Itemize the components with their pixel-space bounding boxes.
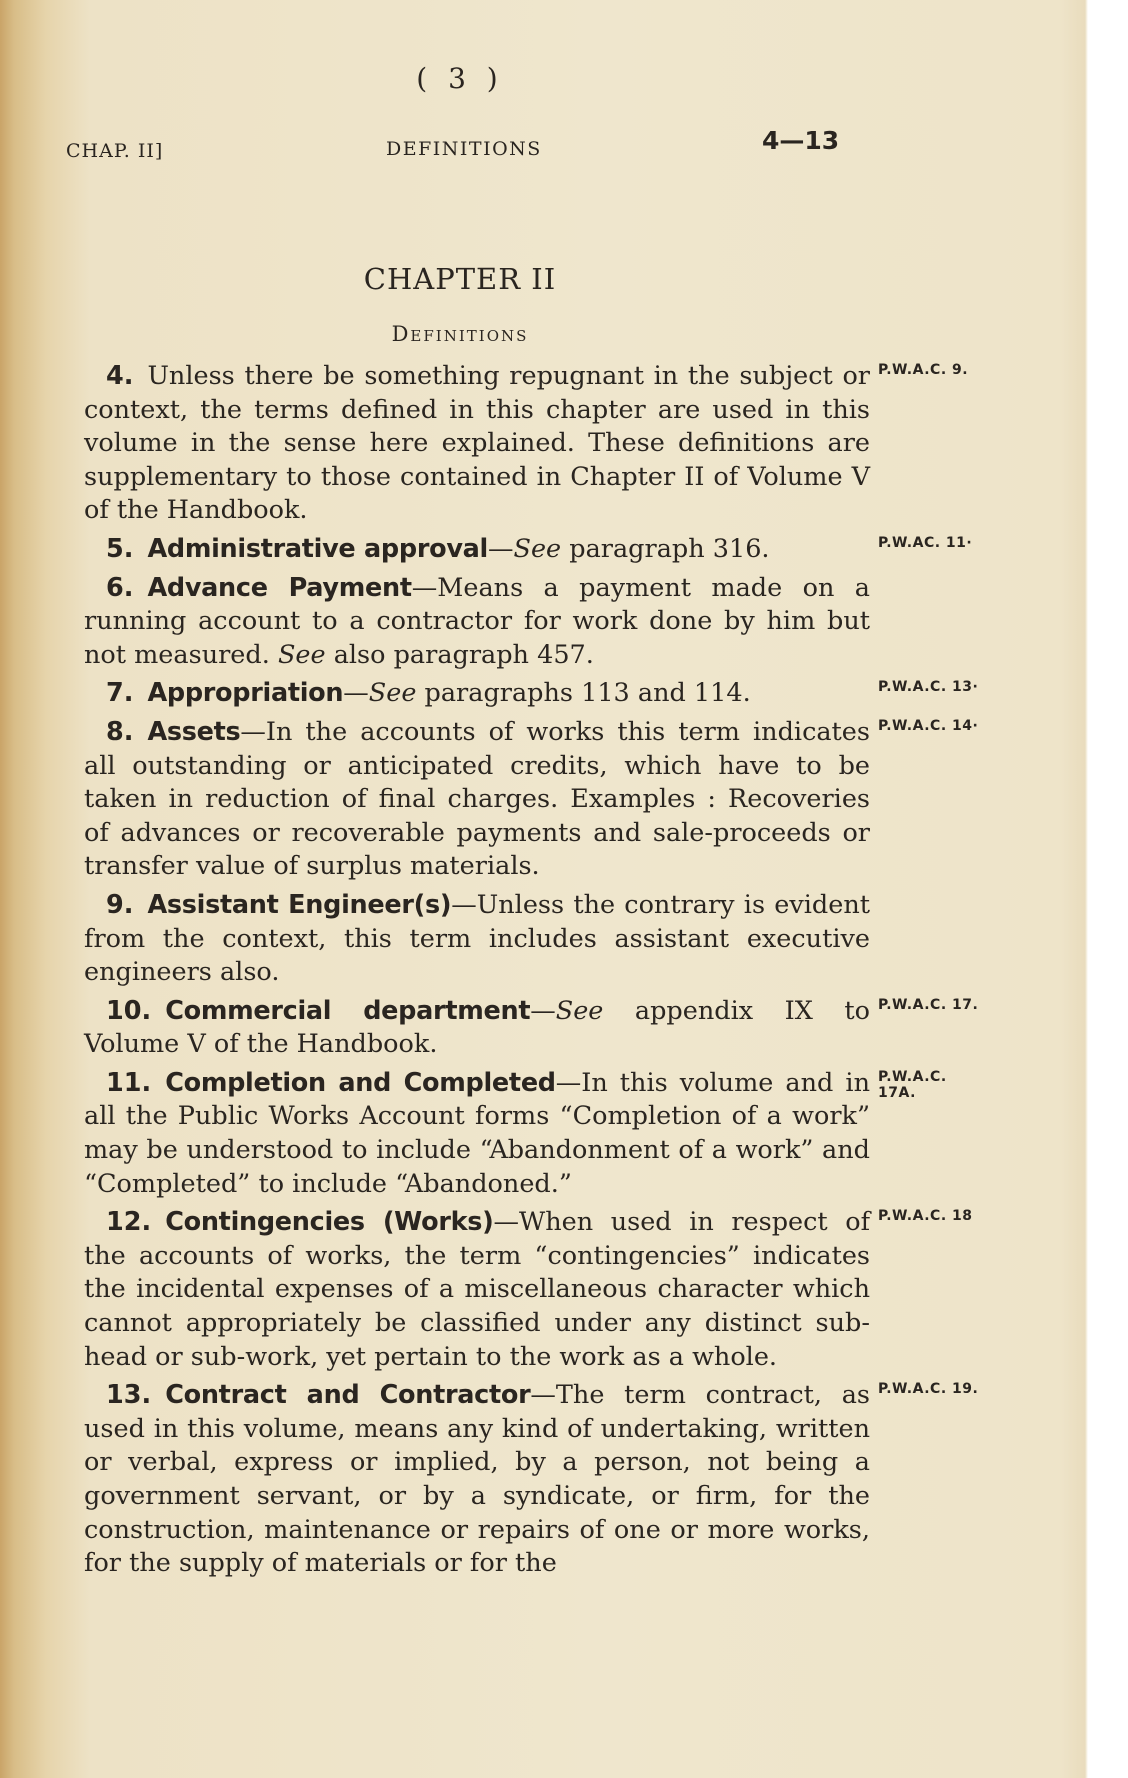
paragraph-range: 4—13: [762, 126, 840, 155]
defined-term: Contingencies (Works): [165, 1207, 494, 1238]
margin-reference: P.W.A.C. 18: [878, 1208, 973, 1225]
paragraph-text-continued: also paragraph 457.: [325, 639, 594, 670]
paragraph-8: [84, 716, 979, 884]
margin-reference: P.W.A.C. 14·: [878, 717, 979, 734]
paragraph-10: [84, 995, 979, 1062]
see-reference: See: [277, 639, 326, 670]
defined-term: Completion and Completed: [165, 1067, 556, 1098]
paragraph-number: 11.: [106, 1067, 152, 1098]
defined-term: Advance Payment: [147, 572, 412, 603]
defined-term: Appropriation: [147, 678, 344, 709]
term-separator: —: [530, 995, 556, 1026]
paragraph-number: 8.: [106, 716, 134, 747]
term-separator: —: [411, 572, 438, 603]
defined-term: Commercial department: [165, 995, 531, 1026]
term-separator: —: [343, 678, 369, 709]
margin-reference: P.W.A.C. 17A.: [878, 1068, 947, 1101]
paragraph-text: In this volume and in all the Public Works Account forms “Completion of a work” may be understood to include “Abandonment of a work” and “Completed” to include “Abandoned.”: [84, 1067, 870, 1199]
paragraph-text: In the accounts of works this term indicates all outstanding or anticipated credits, which have to be taken in reduction of final charges. Examples : Recoveries of advances or recoverable payments and sale-proceeds or transfer value of surplus materials.: [84, 716, 870, 882]
term-separator: —: [555, 1067, 582, 1098]
paragraph-text: appendix IX to Volume V of the Handbook.: [84, 995, 870, 1060]
defined-term: Administrative approval: [147, 533, 488, 564]
paragraph-5: [84, 533, 973, 567]
paragraph-9: [84, 889, 870, 990]
paragraph-7: [84, 677, 979, 711]
see-reference: See: [555, 995, 604, 1026]
paragraph-12: [84, 1206, 973, 1374]
chapter-title: CHAPTER II: [363, 262, 557, 296]
page-number: ( 3 ): [416, 62, 504, 95]
paragraph-text: Unless there be something repugnant in the subject or context, the terms defined in this chapter are used in this volume in the sense here explained. These definitions are supplementary to those contained in Chapter II of Volume V of the Handbook.: [84, 361, 870, 526]
paragraph-text: Means a payment made on a running account to a contractor for work done by him but not measured.: [84, 572, 870, 670]
paragraph-11: [84, 1067, 947, 1201]
paragraph-text: paragraph 316.: [561, 533, 770, 564]
paragraph-number: 5.: [106, 533, 134, 564]
paragraph-text: Unless the contrary is evident from the context, this term includes assistant executive engineers also.: [84, 889, 871, 988]
paragraph-text: The term contract, as used in this volume, means any kind of undertaking, written or verbal, express or implied, by a person, not being a government servant, or by a syndicate, or firm, for the construction, maintenance or repairs of one or more works, for the supply of materials or for the: [84, 1380, 870, 1579]
chapter-subtitle: Definitions: [391, 322, 529, 346]
paragraph-number: 4.: [106, 361, 134, 391]
paragraph-number: 9.: [106, 889, 134, 920]
paragraph-number: 7.: [106, 678, 134, 709]
see-reference: See: [368, 678, 417, 709]
paragraph-4: [84, 360, 969, 528]
paragraph-text: When used in respect of the accounts of works, the term “contingencies” indicates the incidental expenses of a miscellaneous character which cannot appropriately be classified under any distinct sub-head or sub-work, yet pertain to the work as a whole.: [84, 1207, 871, 1372]
chapter-label: CHAP. II]: [66, 140, 164, 162]
see-reference: See: [513, 533, 562, 564]
margin-reference: P.W.A.C. 13·: [878, 679, 979, 696]
margin-reference: P.W.A.C. 9.: [878, 362, 969, 378]
defined-term: Assistant Engineer(s): [147, 889, 452, 920]
margin-reference: P.W.A.C. 17.: [878, 996, 979, 1013]
term-separator: —: [530, 1380, 556, 1411]
paragraph-number: 13.: [106, 1380, 152, 1411]
term-separator: —: [240, 716, 266, 747]
margin-reference: P.W.AC. 11·: [878, 534, 973, 551]
margin-reference: P.W.A.C. 19.: [878, 1381, 979, 1398]
running-title: DEFINITIONS: [386, 138, 542, 160]
paragraph-13: [84, 1379, 979, 1581]
defined-term: Assets: [147, 716, 241, 747]
defined-term: Contract and Contractor: [165, 1380, 531, 1411]
term-separator: —: [451, 889, 477, 920]
paragraph-text: paragraphs 113 and 114.: [416, 678, 751, 709]
definitions-body: [84, 360, 979, 1586]
term-separator: —: [488, 533, 514, 564]
paragraph-number: 6.: [106, 572, 134, 603]
paragraph-6: [84, 572, 870, 673]
running-header: [66, 126, 866, 172]
paragraph-number: 10.: [106, 995, 152, 1026]
paragraph-number: 12.: [106, 1207, 152, 1238]
term-separator: —: [493, 1207, 519, 1238]
